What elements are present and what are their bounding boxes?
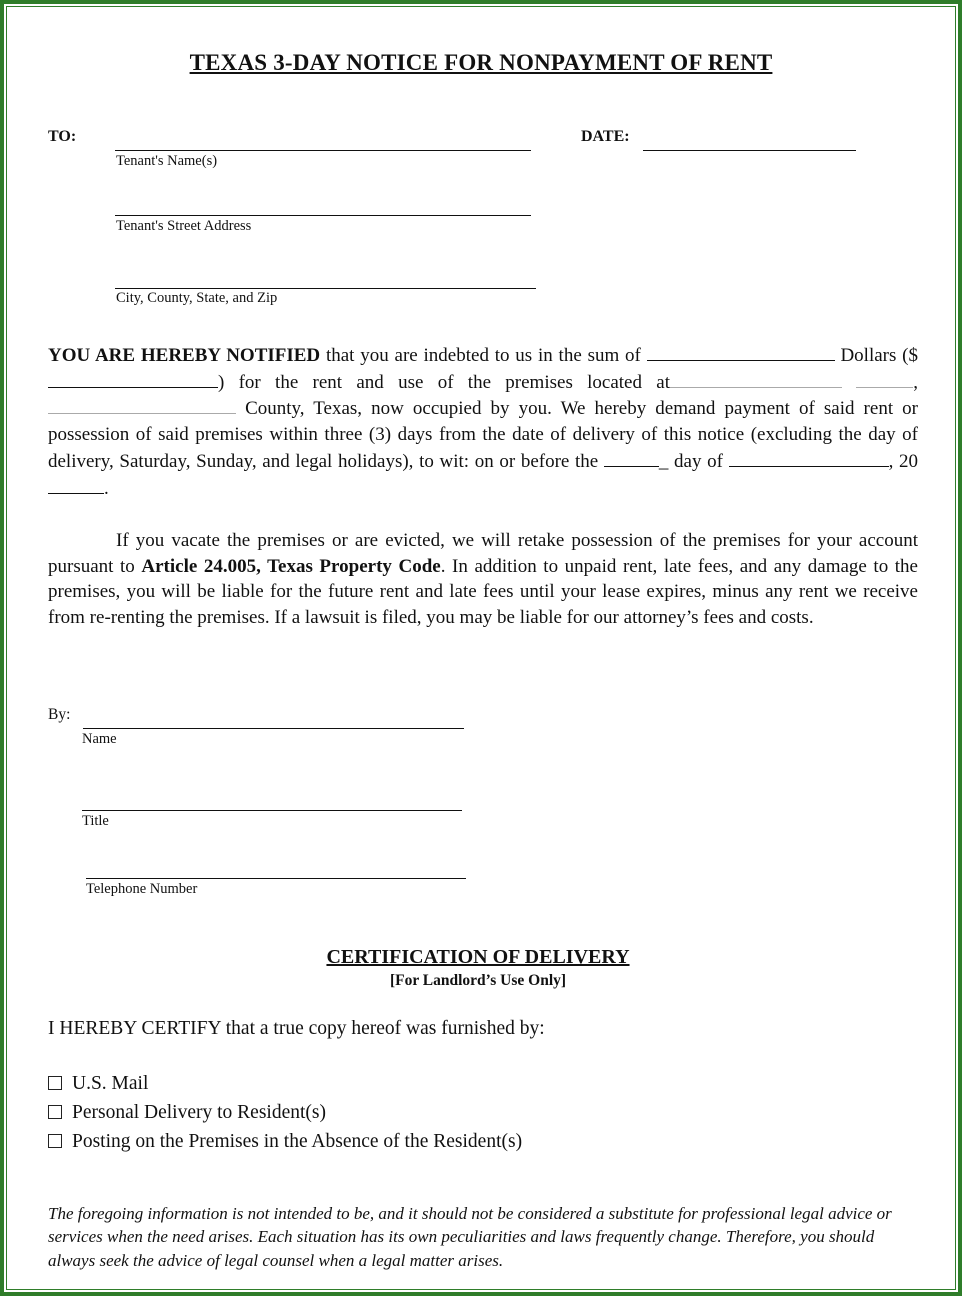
signer-title-field[interactable]	[82, 810, 462, 811]
property-code-ref: Article 24.005, Texas Property Code	[141, 555, 441, 577]
legal-disclaimer: The foregoing information is not intended to be, and it should not be considered a substitute for professional legal advice or services when the need arises. Each situation has its own peculiarities and laws frequently change. Therefore, you should always seek the advice of legal counsel when a legal matter arises.	[48, 1204, 892, 1270]
checkbox-personal-delivery[interactable]	[48, 1105, 62, 1119]
notice-paragraph: YOU ARE HEREBY NOTIFIED that you are indebted to us in the sum of Dollars ($) for the rent and use of the premises located at , County, Texas, now occupied by you. We hereby demand payment of said rent or possession of said premises within three (3) days from the date of delivery of this notice (excluding the day of delivery, Saturday, Sunday, and legal holidays), to wit: on or before the _ day of , 20.	[48, 342, 918, 501]
county-blank[interactable]	[48, 395, 236, 414]
date-field[interactable]	[643, 150, 856, 151]
option-personal-delivery[interactable]: Personal Delivery to Resident(s)	[48, 1102, 326, 1124]
sum-blank[interactable]	[647, 342, 835, 361]
by-label: By:	[48, 706, 71, 723]
day-blank[interactable]	[604, 448, 659, 467]
year-blank[interactable]	[48, 475, 104, 494]
title-caption: Title	[82, 813, 109, 829]
retake-paragraph: If you vacate the premises or are evicted, we will retake possession of the premises for your account pursuant to Article 24.005, Texas Property Code. In addition to unpaid rent, late fees, and any damage to the premises, you will be liable for the future rent and late fees until your lease expires, minus any rent we receive from re-renting the premises. If a lawsuit is filed, you may be liable for our attorney’s fees and costs.	[48, 530, 918, 629]
certification-subtitle: [For Landlord’s Use Only]	[389, 972, 567, 989]
certify-statement: I HEREBY CERTIFY that a true copy hereof was furnished by:	[48, 1018, 545, 1039]
telephone-caption: Telephone Number	[86, 881, 198, 897]
option-us-mail[interactable]: U.S. Mail	[48, 1073, 148, 1095]
tenant-name-caption: Tenant's Name(s)	[116, 153, 218, 169]
telephone-field[interactable]	[86, 878, 466, 879]
signer-name-field[interactable]	[83, 728, 464, 729]
page-border-inner	[6, 6, 956, 1290]
month-blank[interactable]	[729, 448, 889, 467]
premises-address-blank-2[interactable]	[856, 369, 913, 388]
name-caption: Name	[82, 731, 117, 747]
document-title: TEXAS 3-DAY NOTICE FOR NONPAYMENT OF RENT	[189, 50, 773, 75]
city-caption: City, County, State, and Zip	[116, 290, 278, 306]
option-posting[interactable]: Posting on the Premises in the Absence of the Resident(s)	[48, 1131, 522, 1153]
dollar-amount-blank[interactable]	[48, 369, 218, 388]
premises-address-blank[interactable]	[670, 369, 842, 388]
tenant-street-caption: Tenant's Street Address	[116, 218, 252, 234]
tenant-name-field[interactable]	[115, 150, 531, 151]
to-label: TO:	[48, 128, 77, 145]
notice-lead: YOU ARE HEREBY NOTIFIED	[48, 345, 321, 366]
certification-title: CERTIFICATION OF DELIVERY	[326, 946, 630, 968]
city-field[interactable]	[115, 288, 536, 289]
checkbox-posting[interactable]	[48, 1134, 62, 1148]
tenant-street-field[interactable]	[115, 215, 531, 216]
checkbox-us-mail[interactable]	[48, 1076, 62, 1090]
date-label: DATE:	[581, 128, 630, 145]
